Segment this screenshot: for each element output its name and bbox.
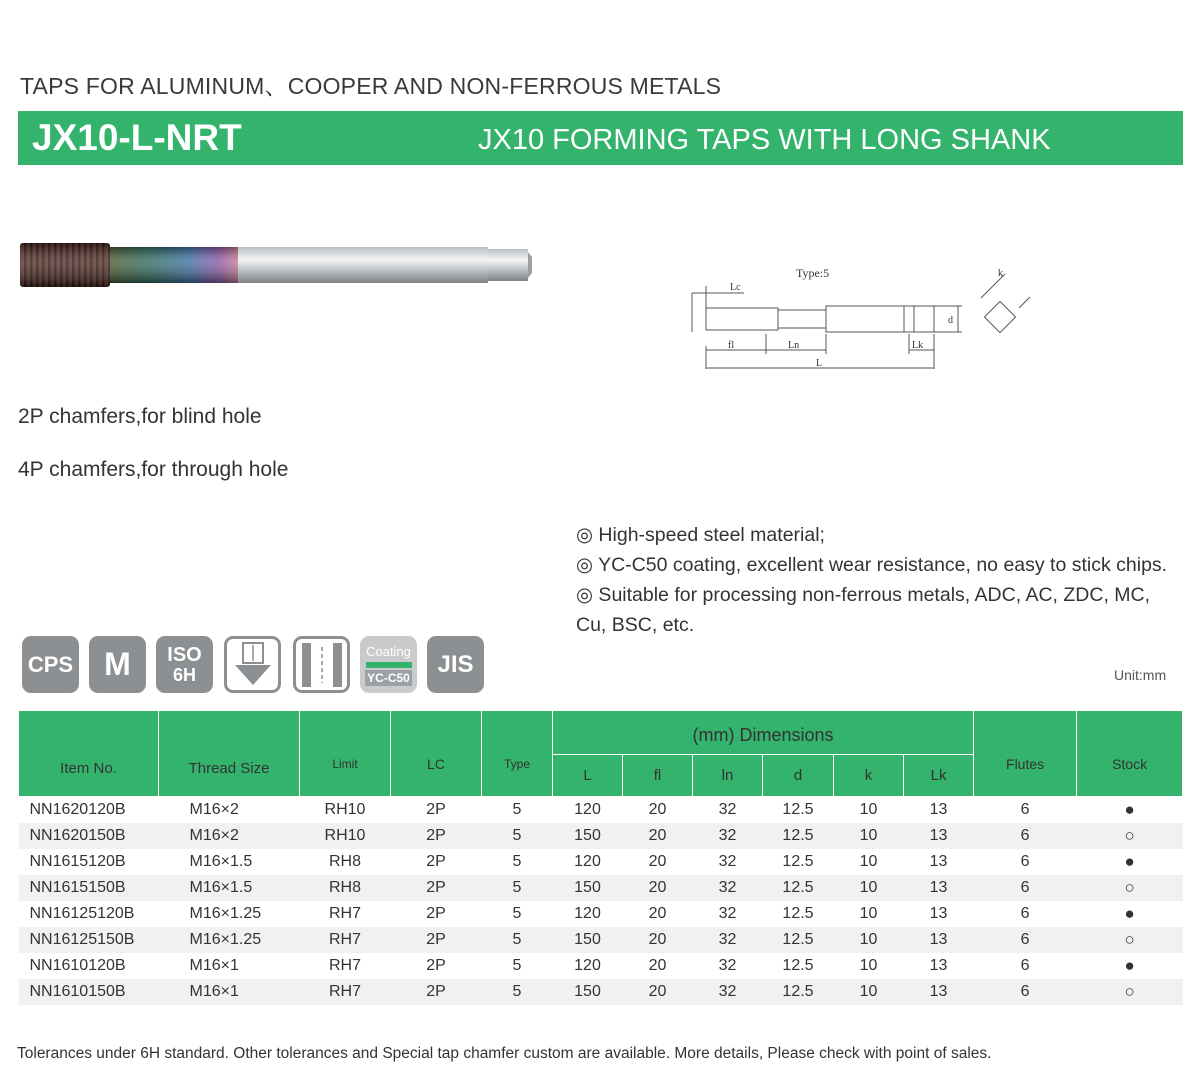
cell-fl: 20	[648, 853, 667, 870]
cell-item-no: NN1615150B	[19, 875, 159, 901]
table-row	[19, 797, 1183, 824]
cell-item-no: NN1620150B	[19, 823, 159, 849]
col-header-lk: Lk	[904, 755, 974, 797]
table-row	[19, 901, 1183, 927]
cell-flutes: 6	[1020, 853, 1030, 870]
type5-dimension-diagram	[684, 262, 1044, 377]
col-header-lc: LC	[391, 711, 482, 797]
diagram-lk-label: Lk	[912, 340, 924, 351]
bullet-item: ◎ Suitable for processing non-ferrous metals, ADC, AC, ZDC, MC,	[576, 584, 1151, 606]
cell-stock: ●	[1124, 904, 1135, 923]
cell-ln: 32	[693, 875, 763, 901]
cell-item-no: NN1620120B	[29, 801, 126, 818]
cell-d: 12.5	[763, 927, 834, 953]
cell-limit: RH7	[328, 905, 361, 922]
cell-ln: 32	[718, 853, 737, 870]
diagram-d-label: d	[948, 315, 953, 326]
coating-badge-top: Coating	[366, 643, 411, 659]
cell-d: 12.5	[782, 801, 814, 818]
cell-thread-size: M16×1.5	[189, 853, 253, 870]
cell-L: 150	[553, 979, 623, 1005]
cell-k: 10	[859, 905, 878, 922]
cell-type: 5	[482, 823, 553, 849]
cell-ln: 32	[693, 823, 763, 849]
cell-flutes: 6	[1020, 905, 1030, 922]
cell-k: 10	[834, 875, 904, 901]
cell-fl: 20	[623, 875, 693, 901]
cell-type: 5	[512, 801, 522, 818]
cell-thread-size: M16×1.25	[159, 927, 300, 953]
col-header-limit: Limit	[300, 711, 391, 797]
cell-lc: 2P	[391, 823, 482, 849]
col-header-type: Type	[482, 711, 553, 797]
bullet-item: Cu, BSC, etc.	[576, 614, 695, 636]
table-row	[19, 979, 1183, 1005]
diagram-lc-label: Lc	[730, 282, 741, 293]
iso-badge-bottom: 6H	[172, 664, 196, 685]
cell-lk: 13	[904, 927, 974, 953]
chamfer-tip-icon	[224, 636, 281, 693]
cell-flutes: 6	[974, 979, 1077, 1005]
cell-type: 5	[482, 875, 553, 901]
cell-d: 12.5	[763, 875, 834, 901]
cell-L: 150	[553, 927, 623, 953]
cell-k: 10	[859, 801, 878, 818]
cell-type: 5	[512, 957, 522, 974]
coating-color-bar	[366, 662, 412, 668]
cell-type: 5	[512, 853, 522, 870]
cell-stock: ○	[1077, 875, 1183, 901]
diagram-ln-label: Ln	[788, 340, 800, 351]
product-subtitle: JX10 FORMING TAPS WITH LONG SHANK	[478, 124, 1051, 156]
col-header-thread-size: Thread Size	[159, 711, 300, 797]
feature-bullets	[576, 520, 1186, 640]
cell-d: 12.5	[763, 979, 834, 1005]
cell-lk: 13	[904, 979, 974, 1005]
tap-product-image	[18, 235, 538, 295]
diagram-k-label: k	[998, 268, 1003, 279]
col-header-ln: ln	[693, 755, 763, 797]
cell-ln: 32	[718, 801, 737, 818]
col-header-item-no: Item No.	[19, 711, 159, 797]
cell-lc: 2P	[391, 927, 482, 953]
cell-ln: 32	[693, 979, 763, 1005]
cell-lk: 13	[904, 875, 974, 901]
cell-limit: RH10	[300, 823, 391, 849]
cell-flutes: 6	[1020, 801, 1030, 818]
feature-blind-hole: 2P chamfers,for blind hole	[18, 405, 262, 428]
cell-fl: 20	[623, 979, 693, 1005]
feature-through-hole: 4P chamfers,for through hole	[18, 458, 289, 481]
cell-d: 12.5	[782, 957, 814, 974]
cell-lc: 2P	[426, 905, 446, 922]
jis-badge	[427, 636, 484, 693]
cell-thread-size: M16×1.25	[189, 905, 262, 922]
cell-lk: 13	[929, 905, 948, 922]
cell-flutes: 6	[974, 927, 1077, 953]
cell-limit: RH7	[328, 957, 361, 974]
bullet-item: ◎ YC-C50 coating, excellent wear resistance, no easy to stick chips.	[576, 554, 1168, 576]
cell-item-no: NN16125150B	[19, 927, 159, 953]
cell-L: 150	[553, 823, 623, 849]
col-header-L: L	[553, 755, 623, 797]
iso-badge	[156, 636, 213, 693]
cell-limit: RH7	[300, 927, 391, 953]
unit-label: Unit:mm	[1114, 667, 1167, 683]
cell-ln: 32	[693, 927, 763, 953]
cell-flutes: 6	[974, 875, 1077, 901]
table-row	[19, 953, 1183, 979]
coating-badge	[360, 636, 417, 693]
cell-stock: ●	[1124, 800, 1135, 819]
cell-fl: 20	[623, 823, 693, 849]
col-header-d: d	[763, 755, 834, 797]
cell-d: 12.5	[782, 853, 814, 870]
col-header-k: k	[834, 755, 904, 797]
col-header-stock: Stock	[1077, 711, 1183, 797]
cell-lc: 2P	[391, 979, 482, 1005]
table-row	[19, 875, 1183, 901]
cell-lk: 13	[929, 957, 948, 974]
cell-item-no: NN1615120B	[29, 853, 126, 870]
cell-lk: 13	[929, 801, 948, 818]
table-row	[19, 927, 1183, 953]
bullet-item: ◎ High-speed steel material;	[576, 524, 825, 546]
coating-badge-bottom: YC-C50	[367, 670, 410, 685]
cell-stock: ○	[1077, 927, 1183, 953]
cell-limit: RH10	[324, 801, 366, 818]
cps-badge	[22, 636, 79, 693]
product-banner	[18, 111, 1183, 165]
table-row	[19, 849, 1183, 875]
cell-k: 10	[859, 853, 878, 870]
iso-badge-top: ISO	[167, 643, 202, 666]
cell-fl: 20	[648, 905, 667, 922]
cell-L: 120	[574, 905, 601, 922]
cell-d: 12.5	[763, 823, 834, 849]
category-title: TAPS FOR ALUMINUM、COOPER AND NON-FERROUS METALS	[20, 73, 722, 99]
cell-k: 10	[834, 927, 904, 953]
cell-ln: 32	[718, 905, 737, 922]
cell-thread-size: M16×1	[159, 979, 300, 1005]
col-header-fl: fl	[623, 755, 693, 797]
diagram-type-label: Type:5	[796, 266, 830, 280]
model-code: JX10-L-NRT	[32, 117, 242, 158]
cell-type: 5	[482, 927, 553, 953]
cell-thread-size: M16×1.5	[159, 875, 300, 901]
cell-item-no: NN1610150B	[19, 979, 159, 1005]
cell-k: 10	[834, 979, 904, 1005]
cell-type: 5	[512, 905, 522, 922]
cell-lc: 2P	[391, 875, 482, 901]
cell-item-no: NN1610120B	[29, 957, 126, 974]
cell-type: 5	[482, 979, 553, 1005]
cell-lk: 13	[904, 823, 974, 849]
diagram-l-label: L	[816, 358, 823, 369]
cell-k: 10	[834, 823, 904, 849]
through-hole-icon	[293, 636, 350, 693]
cell-limit: RH8	[328, 853, 361, 870]
cell-flutes: 6	[1020, 957, 1030, 974]
cell-stock: ●	[1124, 852, 1135, 871]
cell-fl: 20	[648, 957, 667, 974]
cell-L: 120	[574, 853, 601, 870]
footnote: Tolerances under 6H standard. Other tolerances and Special tap chamfer custom are available. More details, Please check with point of sales.	[17, 1045, 992, 1062]
cell-d: 12.5	[782, 905, 814, 922]
cps-badge-label: CPS	[27, 651, 74, 677]
cell-L: 120	[574, 801, 601, 818]
cell-lk: 13	[929, 853, 948, 870]
cell-L: 120	[574, 957, 601, 974]
cell-limit: RH8	[300, 875, 391, 901]
cell-thread-size: M16×2	[159, 823, 300, 849]
cell-fl: 20	[623, 927, 693, 953]
cell-item-no: NN16125120B	[29, 905, 135, 922]
col-header-dimensions: (mm) Dimensions	[553, 711, 974, 755]
cell-k: 10	[859, 957, 878, 974]
cell-stock: ○	[1077, 979, 1183, 1005]
cell-stock: ●	[1124, 956, 1135, 975]
cell-lc: 2P	[426, 853, 446, 870]
cell-flutes: 6	[974, 823, 1077, 849]
m-badge	[89, 636, 146, 693]
cell-fl: 20	[648, 801, 667, 818]
m-badge-label: M	[104, 646, 131, 682]
col-header-flutes: Flutes	[974, 711, 1077, 797]
cell-L: 150	[553, 875, 623, 901]
cell-stock: ○	[1077, 823, 1183, 849]
cell-lc: 2P	[426, 801, 446, 818]
diagram-fl-label: fl	[728, 340, 735, 351]
specs-table	[18, 710, 1183, 1005]
cell-ln: 32	[718, 957, 737, 974]
jis-badge-label: JIS	[437, 650, 474, 678]
table-row	[19, 823, 1183, 849]
cell-limit: RH7	[300, 979, 391, 1005]
cell-thread-size: M16×1	[189, 957, 239, 974]
cell-thread-size: M16×2	[189, 801, 239, 818]
cell-lc: 2P	[426, 957, 446, 974]
